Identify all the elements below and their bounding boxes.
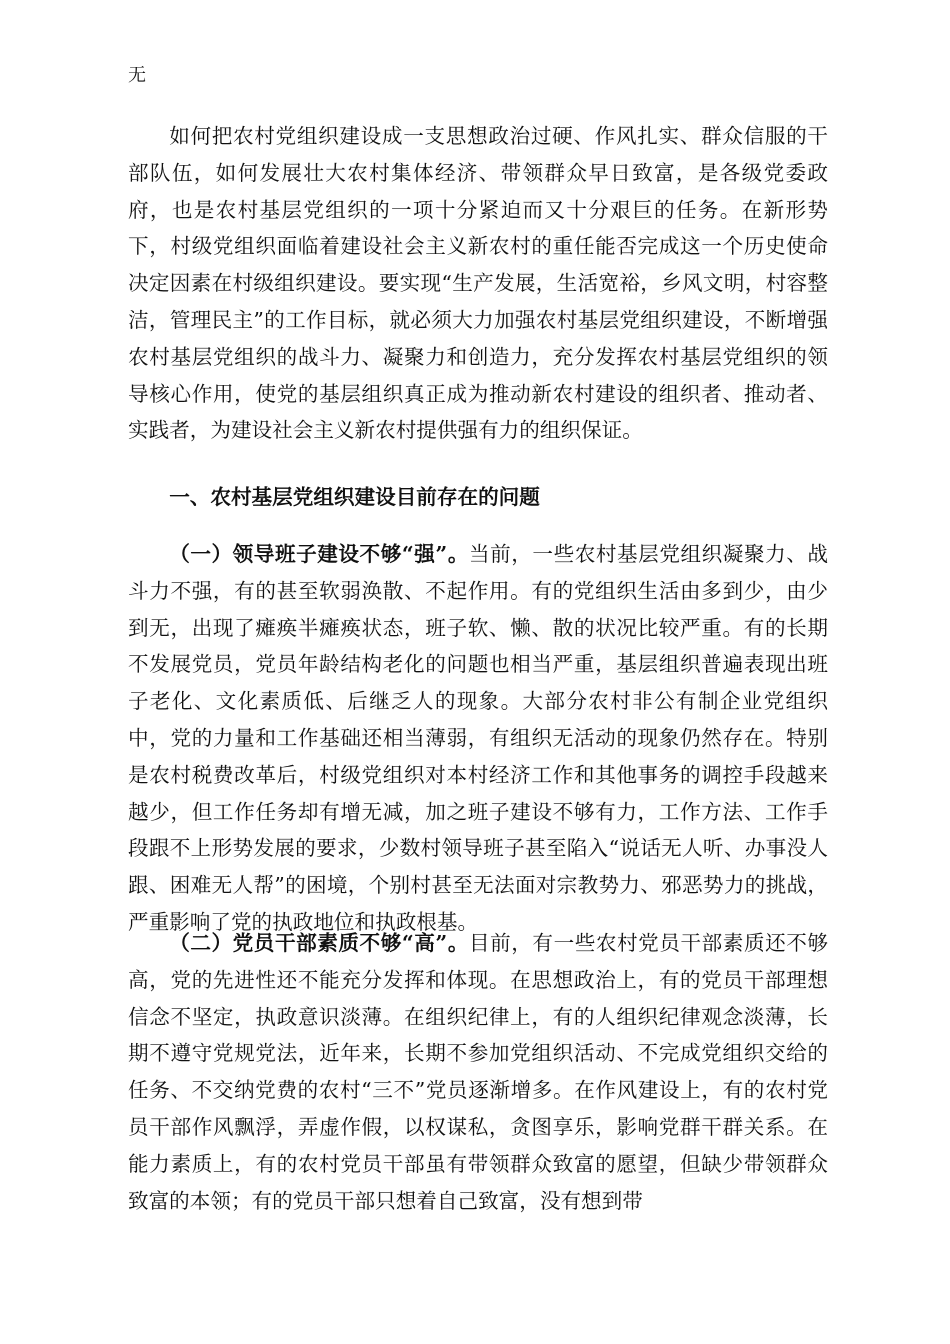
paragraph-quality-lead: （二）党员干部素质不够“高”。: [169, 931, 469, 955]
paragraph-leadership-lead: （一）领导班子建设不够“强”。: [169, 542, 469, 566]
paragraph-leadership: [128, 536, 828, 941]
paragraph-quality-body: 目前，有一些农村党员干部素质还不够高，党的先进性还不能充分发挥和体现。在思想政治上，有的党员干部理想信念不坚定，执政意识淡薄。在组织纪律上，有的人组织纪律观念淡薄，长期不遵守党规党法，近年来，长期不参加党组织活动、不完成党组织交给的任务、不交纳党费的农村“三不”党员逐渐增多。在作风建设上，有的农村党员干部作风飘浮，弄虚作假，以权谋私，贪图享乐，影响党群干群关系。在能力素质上，有的农村党员干部虽有带领群众致富的愿望，但缺少带领群众致富的本领；有的党员干部只想着自己致富，没有想到带: [128, 931, 828, 1213]
paragraph-leadership-body: 当前，一些农村基层党组织凝聚力、战斗力不强，有的甚至软弱涣散、不起作用。有的党组织生活由多到少，由少到无，出现了瘫痪半瘫痪状态，班子软、懒、散的状况比较严重。有的长期不发展党员，党员年龄结构老化的问题也相当严重，基层组织普遍表现出班子老化、文化素质低、后继乏人的现象。大部分农村非公有制企业党组织中，党的力量和工作基础还相当薄弱，有组织无活动的现象仍然存在。特别是农村税费改革后，村级党组织对本村经济工作和其他事务的调控手段越来越少，但工作任务却有增无减，加之班子建设不够有力，工作方法、工作手段跟不上形势发展的要求，少数村领导班子甚至陷入“说话无人听、办事没人跟、困难无人帮”的困境，个别村甚至无法面对宗教势力、邪恶势力的挑战，严重影响了党的执政地位和执政根基。: [128, 542, 828, 934]
paragraph-quality: [128, 925, 828, 1219]
section-heading: 一、农村基层党组织建设目前存在的问题: [169, 485, 540, 509]
intro-paragraph: 如何把农村党组织建设成一支思想政治过硬、作风扎实、群众信服的干部队伍，如何发展壮大农村集体经济、带领群众早日致富，是各级党委政府，也是农村基层党组织的一项十分紧迫而又十分艰巨的任务。在新形势下，村级党组织面临着建设社会主义新农村的重任能否完成这一个历史使命决定因素在村级组织建设。要实现“生产发展，生活宽裕，乡风文明，村容整洁，管理民主”的工作目标，就必须大力加强农村基层党组织建设，不断增强农村基层党组织的战斗力、凝聚力和创造力，充分发挥农村基层党组织的领导核心作用，使党的基层组织真正成为推动新农村建设的组织者、推动者、实践者，为建设社会主义新农村提供强有力的组织保证。: [128, 124, 828, 443]
page-header-text: 无: [128, 65, 146, 86]
